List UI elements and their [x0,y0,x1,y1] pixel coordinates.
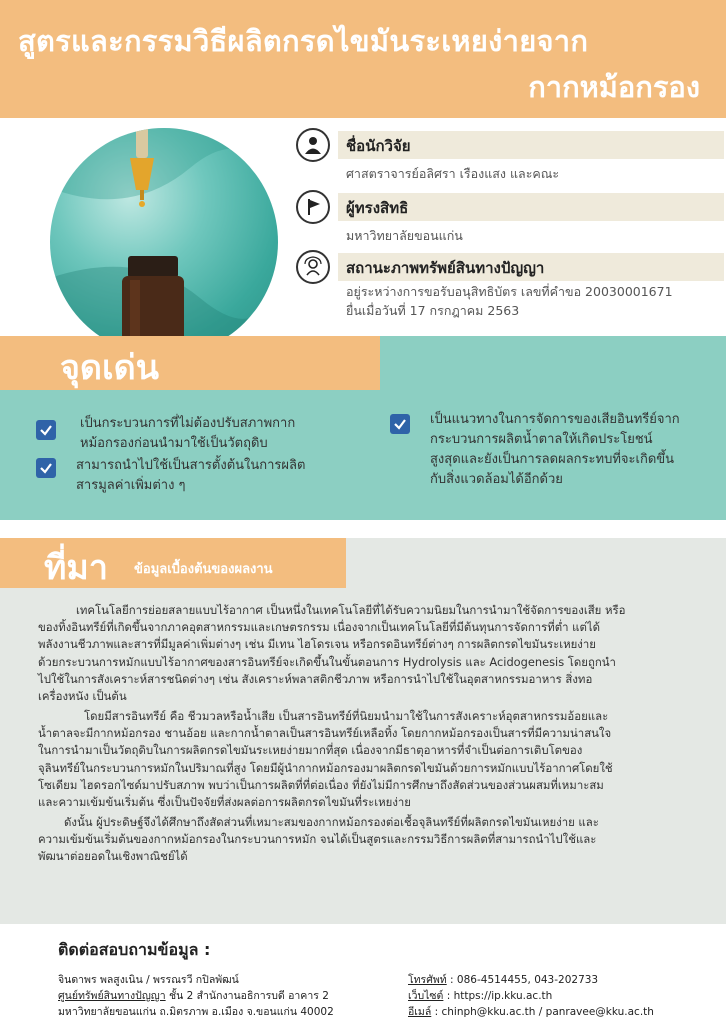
status-value-line2: ยื่นเมื่อวันที่ 17 กรกฎาคม 2563 [346,303,520,318]
highlight-item-2 [76,456,305,496]
highlight-item-1 [80,414,295,454]
website-label: เว็บไซต์ [408,990,444,1002]
highlight-item-2-line2: สารมูลค่าเพิ่มต่าง ๆ [76,478,186,493]
highlight-item-3-line1: เป็นแนวทางในการจัดการของเสียอินทรีย์จาก [430,412,680,427]
contact-website [408,988,552,1004]
highlights-tag [0,336,380,390]
contact-center [58,988,329,1004]
email-link[interactable]: : chinph@kku.ac.th / panravee@kku.ac.th [431,1006,654,1018]
background-paragraph-1 [38,602,692,705]
oil-dropper-bottle-image [50,128,278,356]
highlights-title: จุดเด่น [60,348,159,388]
page-title-line2: กากหม้อกรอง [528,70,700,104]
background-tag [0,538,346,588]
contact-phone [408,972,598,988]
background-subtitle: ข้อมูลเบื้องต้นของผลงาน [134,562,273,577]
para3-line: ดังนั้น ผู้ประดิษฐ์จึงได้ศึกษาถึงสัดส่วนที่เหมาะสมของกากหม้อกรองต่อเชื้อจุลินทรีย์ที่ผลิตกรดไขมันเหยง่าย และ [64,815,599,829]
checkbox-checked-icon [36,420,56,440]
highlight-item-2-line1: สามารถนำไปใช้เป็นสารตั้งต้นในการผลิต [76,458,306,473]
background-panel-top [346,538,726,588]
background-paragraph-2 [38,708,692,811]
status-value-line1: อยู่ระหว่างการขอรับอนุสิทธิบัตร เลขที่คำขอ 20030001671 [346,284,673,299]
para2-line: และความเข้มข้นเริ่มต้น ซึ่งเป็นปัจจัยที่ส่งผลต่อการผลิตกรดไขมันที่ระเหยง่าย [38,795,411,810]
owner-label: ผู้ทรงสิทธิ [346,199,409,217]
highlight-item-3 [430,410,680,490]
checkbox-checked-icon [390,414,410,434]
highlight-item-1-line2: หม้อกรองก่อนนำมาใช้เป็นวัตถุดิบ [80,436,268,451]
person-icon [296,128,330,162]
para2-line: ในการนำมาเป็นวัตถุดิบในการผลิตกรดไขมันระเหยง่ายมากที่สุด เนื่องจากมีธาตุอาหารที่จำเป็นต่อการเติบโตของ [38,743,583,758]
para2-line: จุลินทรีย์ในกระบวนการหมักในปริมาณที่สูง โดยมีผู้นำกากหม้อกรองมาผลิตกรดไขมันด้วยการหมักแบบไร้อากาศโดยใช้ [38,760,613,775]
website-link[interactable]: : https://ip.kku.ac.th [443,990,553,1002]
highlight-item-3-line2: กระบวนการผลิตน้ำตาลให้เกิดประโยชน์ [430,432,653,447]
para2-line: น้ำตาลจะมีกากหม้อกรอง ชานอ้อย และกากน้ำตาลเป็นสารอินทรีย์เหลือทิ้ง โดยกากหม้อกรองเป็นสารที่มีความน่าสนใจ [38,726,612,741]
para2-line: โดยมีสารอินทรีย์ คือ ชีวมวลหรือน้ำเสีย เป็นสารอินทรีย์ที่นิยมนำมาใช้ในการสังเคราะห์อุตสาหกรรมอ้อยและ [84,709,609,723]
flag-icon [296,190,330,224]
contact-center-rest: ชั้น 2 สำนักงานอธิการบดี อาคาร 2 [165,990,329,1002]
para1-line: ของทิ้งอินทรีย์ที่เกิดขึ้นจากภาคอุตสาหกรรมและเกษตรกรรม เนื่องจากเป็นเทคโนโลยีที่มีต้นทุนการจัดการที่ต่ำ แต่ได้ [38,620,601,635]
background-paragraph-3 [38,814,692,866]
contact-center-name: ศูนย์ทรัพย์สินทางปัญญา [58,990,166,1002]
status-label: สถานะภาพทรัพย์สินทางปัญญา [346,259,545,277]
header-banner [0,0,726,118]
highlight-item-3-line3: สูงสุดและยังเป็นการลดผลกระทบที่จะเกิดขึ้น [430,452,675,467]
contact-title: ติดต่อสอบถามข้อมูล : [58,940,211,959]
para1-line: ไปใช้ในการสังเคราะห์สารชนิดต่างๆ เช่น สังเคราะห์พลาสติกชีวภาพ หรือการนำไปใช้ในอุตสาหกรรมอาหาร สิ่งทอ [38,671,593,686]
para1-line: ด้วยกระบวนการหมักแบบไร้อากาศของสารอินทรีย์จะเกิดขึ้นในขั้นตอนการ Hydrolysis และ Acidogenesis โดยถูกนำ [38,654,616,669]
phone-label: โทรศัพท์ [408,974,447,986]
background-panel [0,588,726,924]
background-title: ที่มา [44,548,108,588]
contact-address: มหาวิทยาลัยขอนแก่น ถ.มิตรภาพ อ.เมือง จ.ขอนแก่น 40002 [58,1006,334,1018]
researcher-value: ศาสตราจารย์อลิศรา เรืองแสง และคณะ [346,166,560,181]
email-label: อีเมล์ [408,1006,432,1018]
highlight-item-1-line1: เป็นกระบวนการที่ไม่ต้องปรับสภาพกาก [80,416,296,431]
phone-value: : 086-4514455, 043-202733 [446,974,599,986]
owner-value: มหาวิทยาลัยขอนแก่น [346,228,463,243]
highlights-panel [0,390,726,520]
highlight-item-3-line4: กับสิ่งแวดล้อมได้อีกด้วย [430,472,563,487]
intellectual-property-icon [296,250,330,284]
product-photo [50,128,278,356]
para1-line: เทคโนโลยีการย่อยสลายแบบไร้อากาศ เป็นหนึ่งในเทคโนโลยีที่ได้รับความนิยมในการนำมาใช้จัดการของเสีย หรือ [76,603,626,617]
para1-line: พลังงานชีวภาพและสารที่มีมูลค่าเพิ่มต่างๆ เช่น มีเทน ไฮโดรเจน หรือกรดอินทรีย์ต่างๆ การผลิตกรดไขมันระเหยง่าย [38,637,596,652]
contact-names: จินดาพร พลสูงเนิน / พรรณรวี กปิลพัฒน์ [58,974,239,986]
para3-line: พัฒนาต่อยอดในเชิงพาณิชย์ได้ [38,849,188,864]
checkbox-checked-icon [36,458,56,478]
researcher-label: ชื่อนักวิจัย [346,137,411,155]
para1-line: เครื่องหนัง เป็นต้น [38,689,127,704]
para3-line: ความเข้มข้นเริ่มต้นของกากหม้อกรองในกระบวนการหมัก จนได้เป็นสูตรและกรรมวิธีการผลิตที่สามารถนำไปใช้และ [38,832,597,847]
contact-email [408,1004,654,1020]
highlights-panel-top [380,336,726,390]
para2-line: โซเดียม ไฮดรอกไซด์มาปรับสภาพ พบว่าเป็นการผลิตที่ที่ต่อเนื่อง ที่ยังไม่มีการศึกษาถึงสัดส่วนของส่วนผสมที่เหมาะสม [38,777,604,792]
page-title-line1: สูตรและกรรมวิธีผลิตกรดไขมันระเหยง่ายจาก [18,24,589,58]
